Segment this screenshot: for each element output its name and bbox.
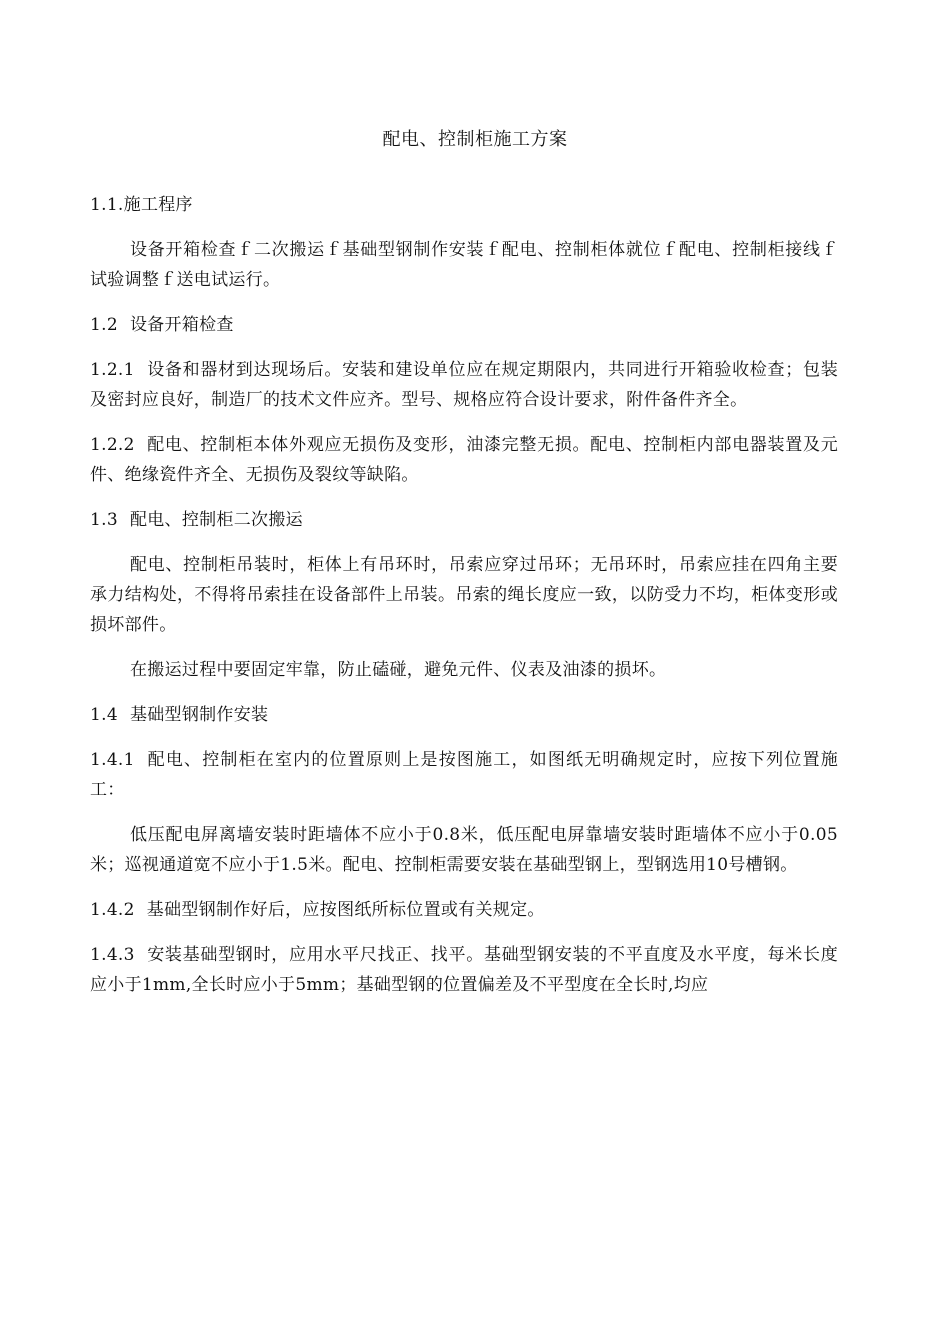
section-heading-1-1: 1.1.施工程序 [90,195,193,215]
section-title: 配电、控制柜二次搬运 [129,510,303,530]
clause-number: 1.4.1 [90,750,135,770]
section-number: 1.2 [90,315,118,335]
paragraph-construction-sequence: 设备开箱检查ｆ二次搬运ｆ基础型钢制作安装ｆ配电、控制柜体就位ｆ配电、控制柜接线ｆ试验调整ｆ送电试运行。 [90,240,838,290]
document-title: 配电、控制柜施工方案 [382,129,568,150]
clause-number: 1.4.3 [90,945,135,965]
clause-text: 设备和器材到达现场后。安装和建设单位应在规定期限内，共同进行开箱验收检查；包装及密封应良好，制造厂的技术文件应齐。型号、规格应符合设计要求，附件备件齐全。 [90,360,838,410]
section-heading-1-3 [90,505,838,535]
paragraph-1-4-3 [90,940,838,1000]
clause-number: 1.2.1 [90,360,135,380]
document-body [90,190,838,1015]
paragraph-distance-requirements: 低压配电屏离墙安装时距墙体不应小于0.8米，低压配电屏靠墙安装时距墙体不应小于0.05米；巡视通道宽不应小于1.5米。配电、控制柜需要安装在基础型钢上，型钢选用10号槽钢。 [90,825,838,875]
paragraph-1-2-1 [90,355,838,415]
section-title: 设备开箱检查 [129,315,234,335]
clause-text: 配电、控制柜在室内的位置原则上是按图施工，如图纸无明确规定时，应按下列位置施工： [90,750,838,800]
clause-number: 1.2.2 [90,435,135,455]
section-heading-1-2 [90,310,838,340]
paragraph-hoisting: 配电、控制柜吊装时，柜体上有吊环时，吊索应穿过吊环；无吊环时，吊索应挂在四角主要承力结构处，不得将吊索挂在设备部件上吊装。吊索的绳长度应一致，以防受力不均，柜体变形或损坏部件。 [90,555,838,635]
clause-text: 配电、控制柜本体外观应无损伤及变形，油漆完整无损。配电、控制柜内部电器装置及元件、绝缘瓷件齐全、无损伤及裂纹等缺陷。 [90,435,838,485]
paragraph-transport: 在搬运过程中要固定牢靠，防止磕碰，避免元件、仪表及油漆的损坏。 [130,660,667,680]
section-heading-1-4 [90,700,838,730]
paragraph-1-4-1 [90,745,838,805]
section-number: 1.4 [90,705,118,725]
paragraph-1-2-2 [90,430,838,490]
clause-text: 安装基础型钢时，应用水平尺找正、找平。基础型钢安装的不平直度及水平度，每米长度应小于1mm,全长时应小于5mm；基础型钢的位置偏差及不平型度在全长时,均应 [90,945,838,995]
section-title: 基础型钢制作安装 [129,705,269,725]
section-number: 1.3 [90,510,118,530]
paragraph-1-4-2 [90,895,838,925]
clause-text: 基础型钢制作好后，应按图纸所标位置或有关规定。 [146,900,545,920]
clause-number: 1.4.2 [90,900,135,920]
